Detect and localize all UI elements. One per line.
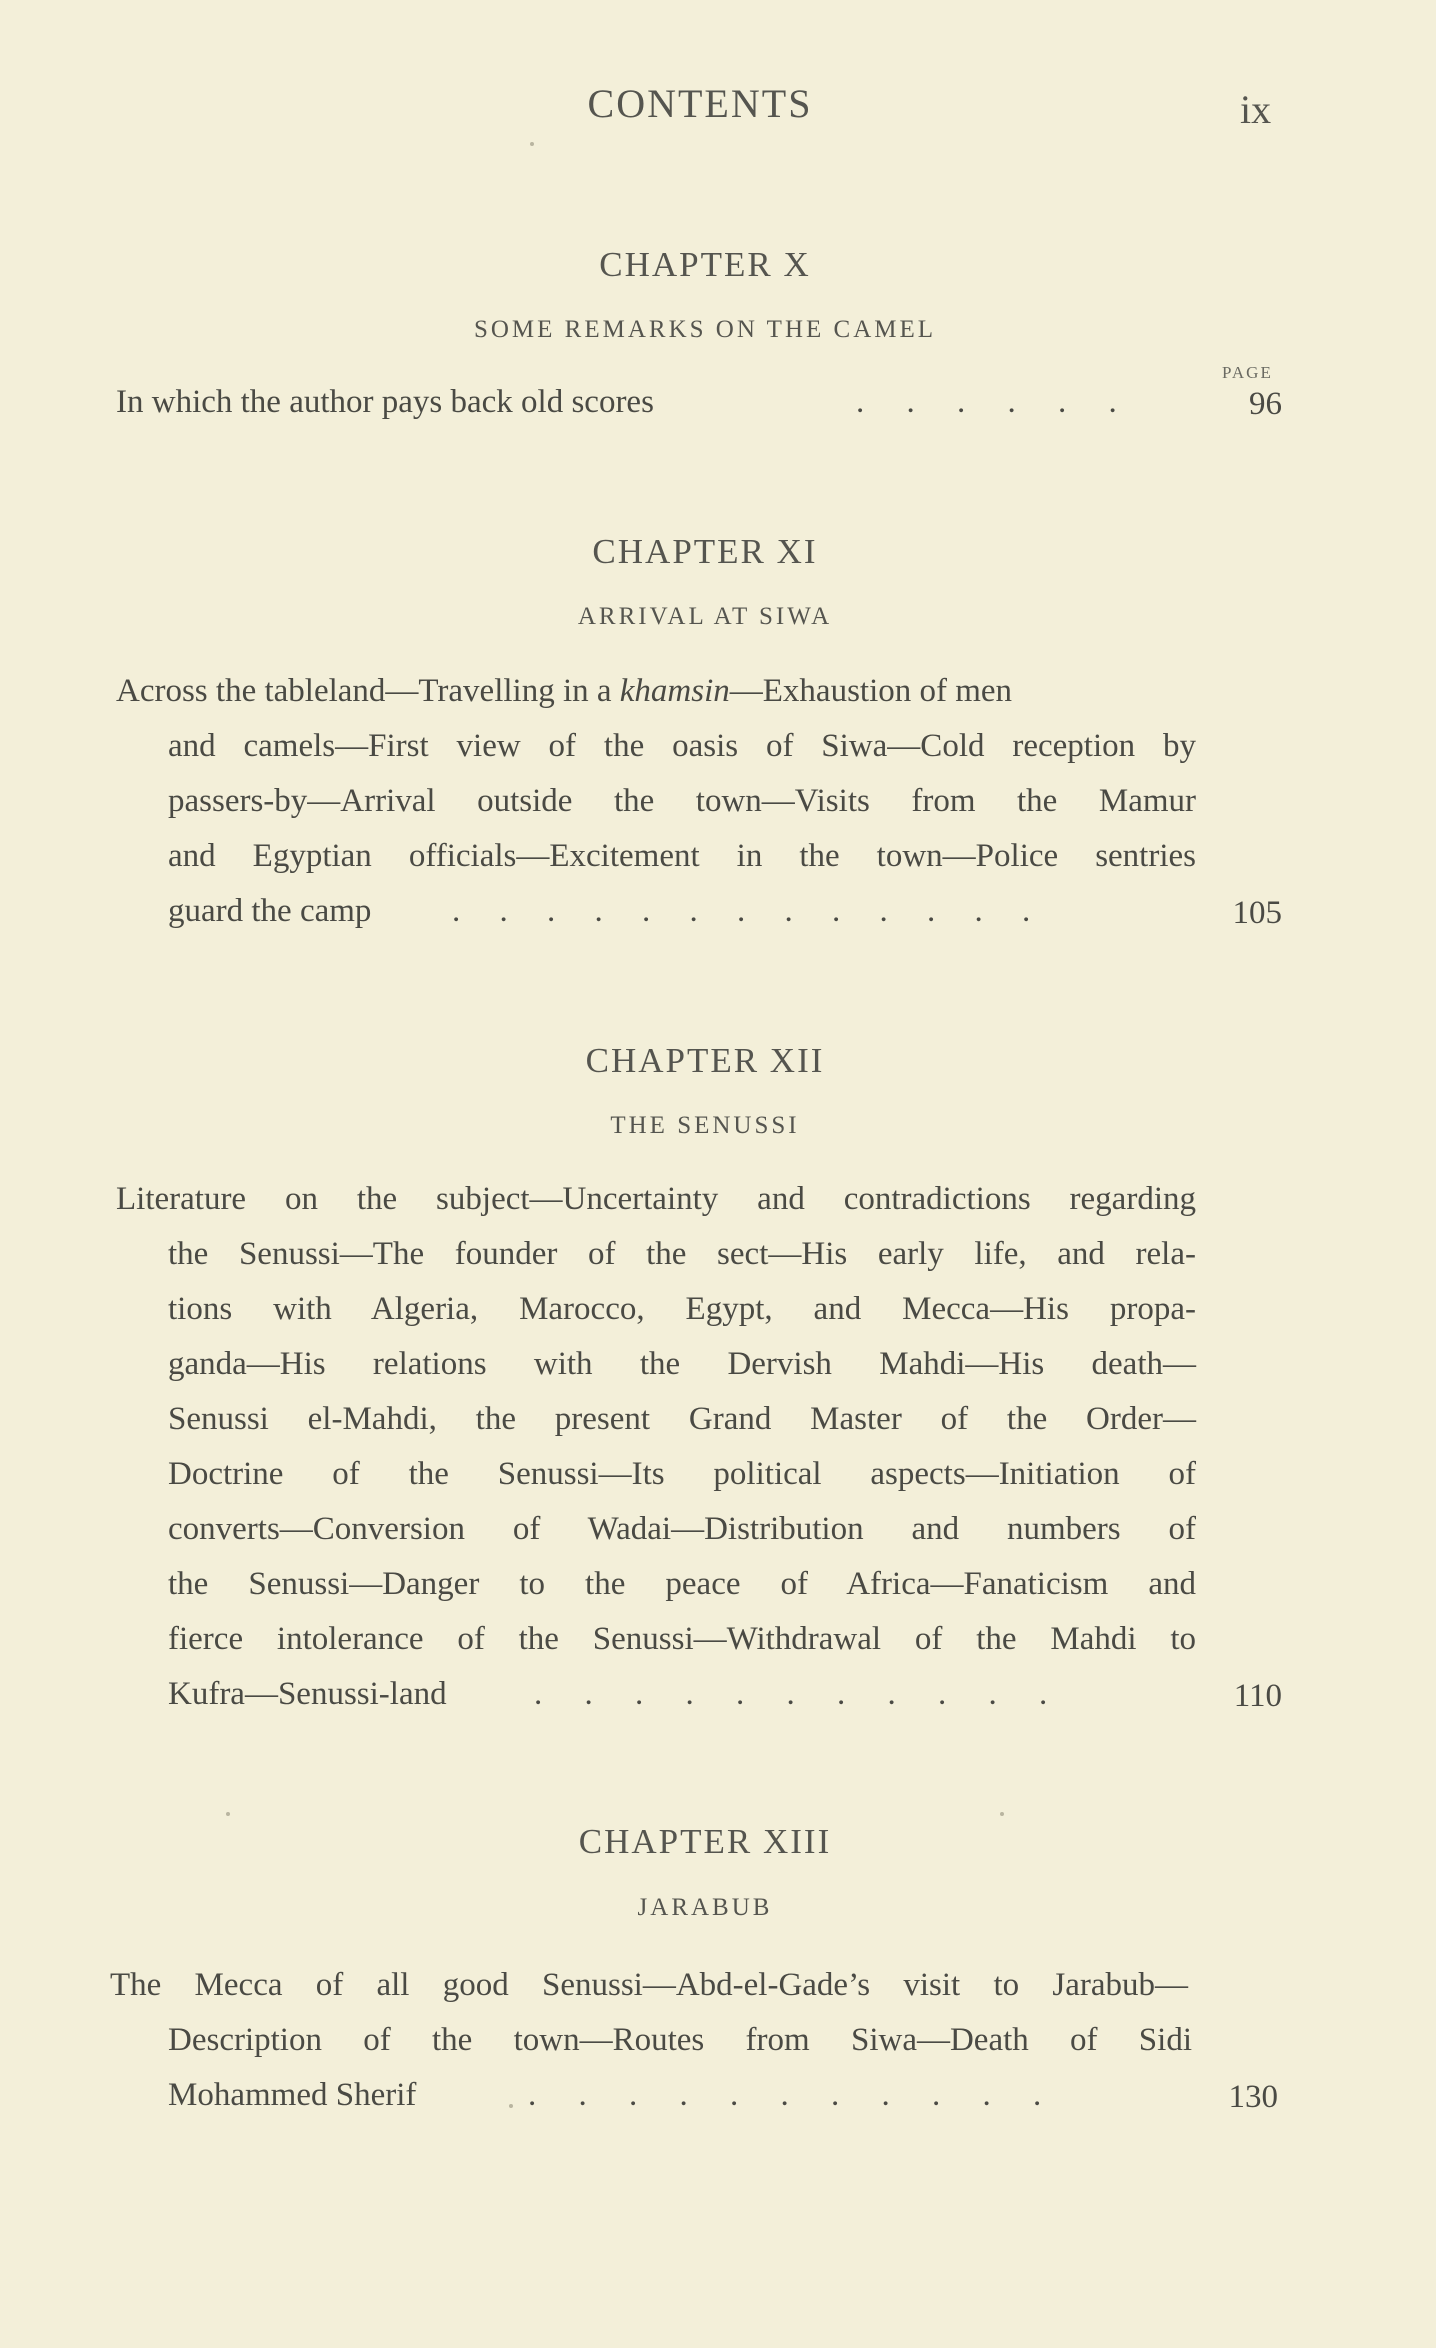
chapter-xii-title: CHAPTER XII (585, 1041, 825, 1080)
chapter-xiii-page: 130 (1228, 2079, 1278, 2115)
paper-speck (1000, 1812, 1004, 1816)
page-column-label: PAGE (1222, 363, 1273, 382)
running-head: CONTENTS (587, 81, 813, 126)
chapter-xiii-line-3: Mohammed Sherif (168, 2077, 417, 2113)
chapter-xii-subtitle: THE SENUSSI (610, 1112, 800, 1139)
paper-speck (226, 1812, 230, 1816)
chapter-xi-line-2: and camels—First view of the oasis of Siwa—Cold reception by (168, 728, 1196, 764)
chapter-xii-line-1: Literature on the subject—Uncertainty and contradictions regarding (116, 1181, 1196, 1217)
chapter-xi-line-3: passers-by—Arrival outside the town—Visits from the Mamur (168, 783, 1196, 819)
chapter-xii-line-6: Doctrine of the Senussi—Its political aspects—Initiation of (168, 1456, 1196, 1492)
paper-speck (530, 142, 534, 146)
chapter-xi-leader: . . . . . . . . . . . . . (452, 893, 1031, 929)
chapter-xii-line-4: ganda—His relations with the Dervish Mahdi—His death— (168, 1346, 1196, 1382)
page-number-folio: ix (1240, 87, 1272, 132)
chapter-xi-line-1a: Across the tableland—Travelling in a (116, 673, 612, 709)
chapter-xii-line-8: the Senussi—Danger to the peace of Africa—Fanaticism and (168, 1566, 1196, 1602)
chapter-xii-leader: . . . . . . . . . . . (534, 1676, 1048, 1712)
paper-speck (509, 2104, 513, 2108)
chapter-xi-line-1b: —Exhaustion of men (729, 673, 1013, 709)
chapter-xii-line-3: tions with Algeria, Marocco, Egypt, and Mecca—His propa- (168, 1291, 1196, 1327)
chapter-xii-line-5: Senussi el-Mahdi, the present Grand Master of the Order— (168, 1401, 1196, 1437)
chapter-x-subtitle: SOME REMARKS ON THE CAMEL (473, 316, 937, 343)
chapter-xiii-line-2: Description of the town—Routes from Siwa—Death of Sidi (168, 2022, 1192, 2058)
chapter-xiii-title: CHAPTER XIII (578, 1822, 832, 1861)
chapter-xi-line-1-italic: khamsin (619, 673, 730, 709)
chapter-xii-line-2: the Senussi—The founder of the sect—His early life, and rela- (168, 1236, 1196, 1272)
chapter-xi-line-5: guard the camp (168, 893, 372, 929)
chapter-x-page: 96 (1249, 386, 1282, 422)
chapter-xi-subtitle: ARRIVAL AT SIWA (577, 603, 833, 630)
chapter-xii-page: 110 (1233, 1678, 1282, 1714)
chapter-x-leader: . . . . . . (856, 384, 1117, 420)
chapter-x-title: CHAPTER X (599, 245, 811, 284)
chapter-xiii-subtitle: JARABUB (637, 1894, 773, 1921)
chapter-xii-line-7: converts—Conversion of Wadai—Distribution and numbers of (168, 1511, 1196, 1547)
chapter-xi-line-1 (116, 673, 1012, 710)
chapter-xii-line-9: fierce intolerance of the Senussi—Withdrawal of the Mahdi to (168, 1621, 1196, 1657)
chapter-xiii-line-1: The Mecca of all good Senussi—Abd-el-Gade’s visit to Jarabub— (110, 1967, 1188, 2003)
chapter-xi-title: CHAPTER XI (592, 532, 818, 571)
chapter-x-line-1: In which the author pays back old scores (116, 384, 654, 420)
chapter-xi-line-4: and Egyptian officials—Excitement in the town—Police sentries (168, 838, 1196, 874)
chapter-xii-line-10: Kufra—Senussi-land (168, 1676, 447, 1712)
chapter-xi-page: 105 (1232, 895, 1282, 931)
chapter-xiii-leader: . . . . . . . . . . . (528, 2077, 1042, 2113)
